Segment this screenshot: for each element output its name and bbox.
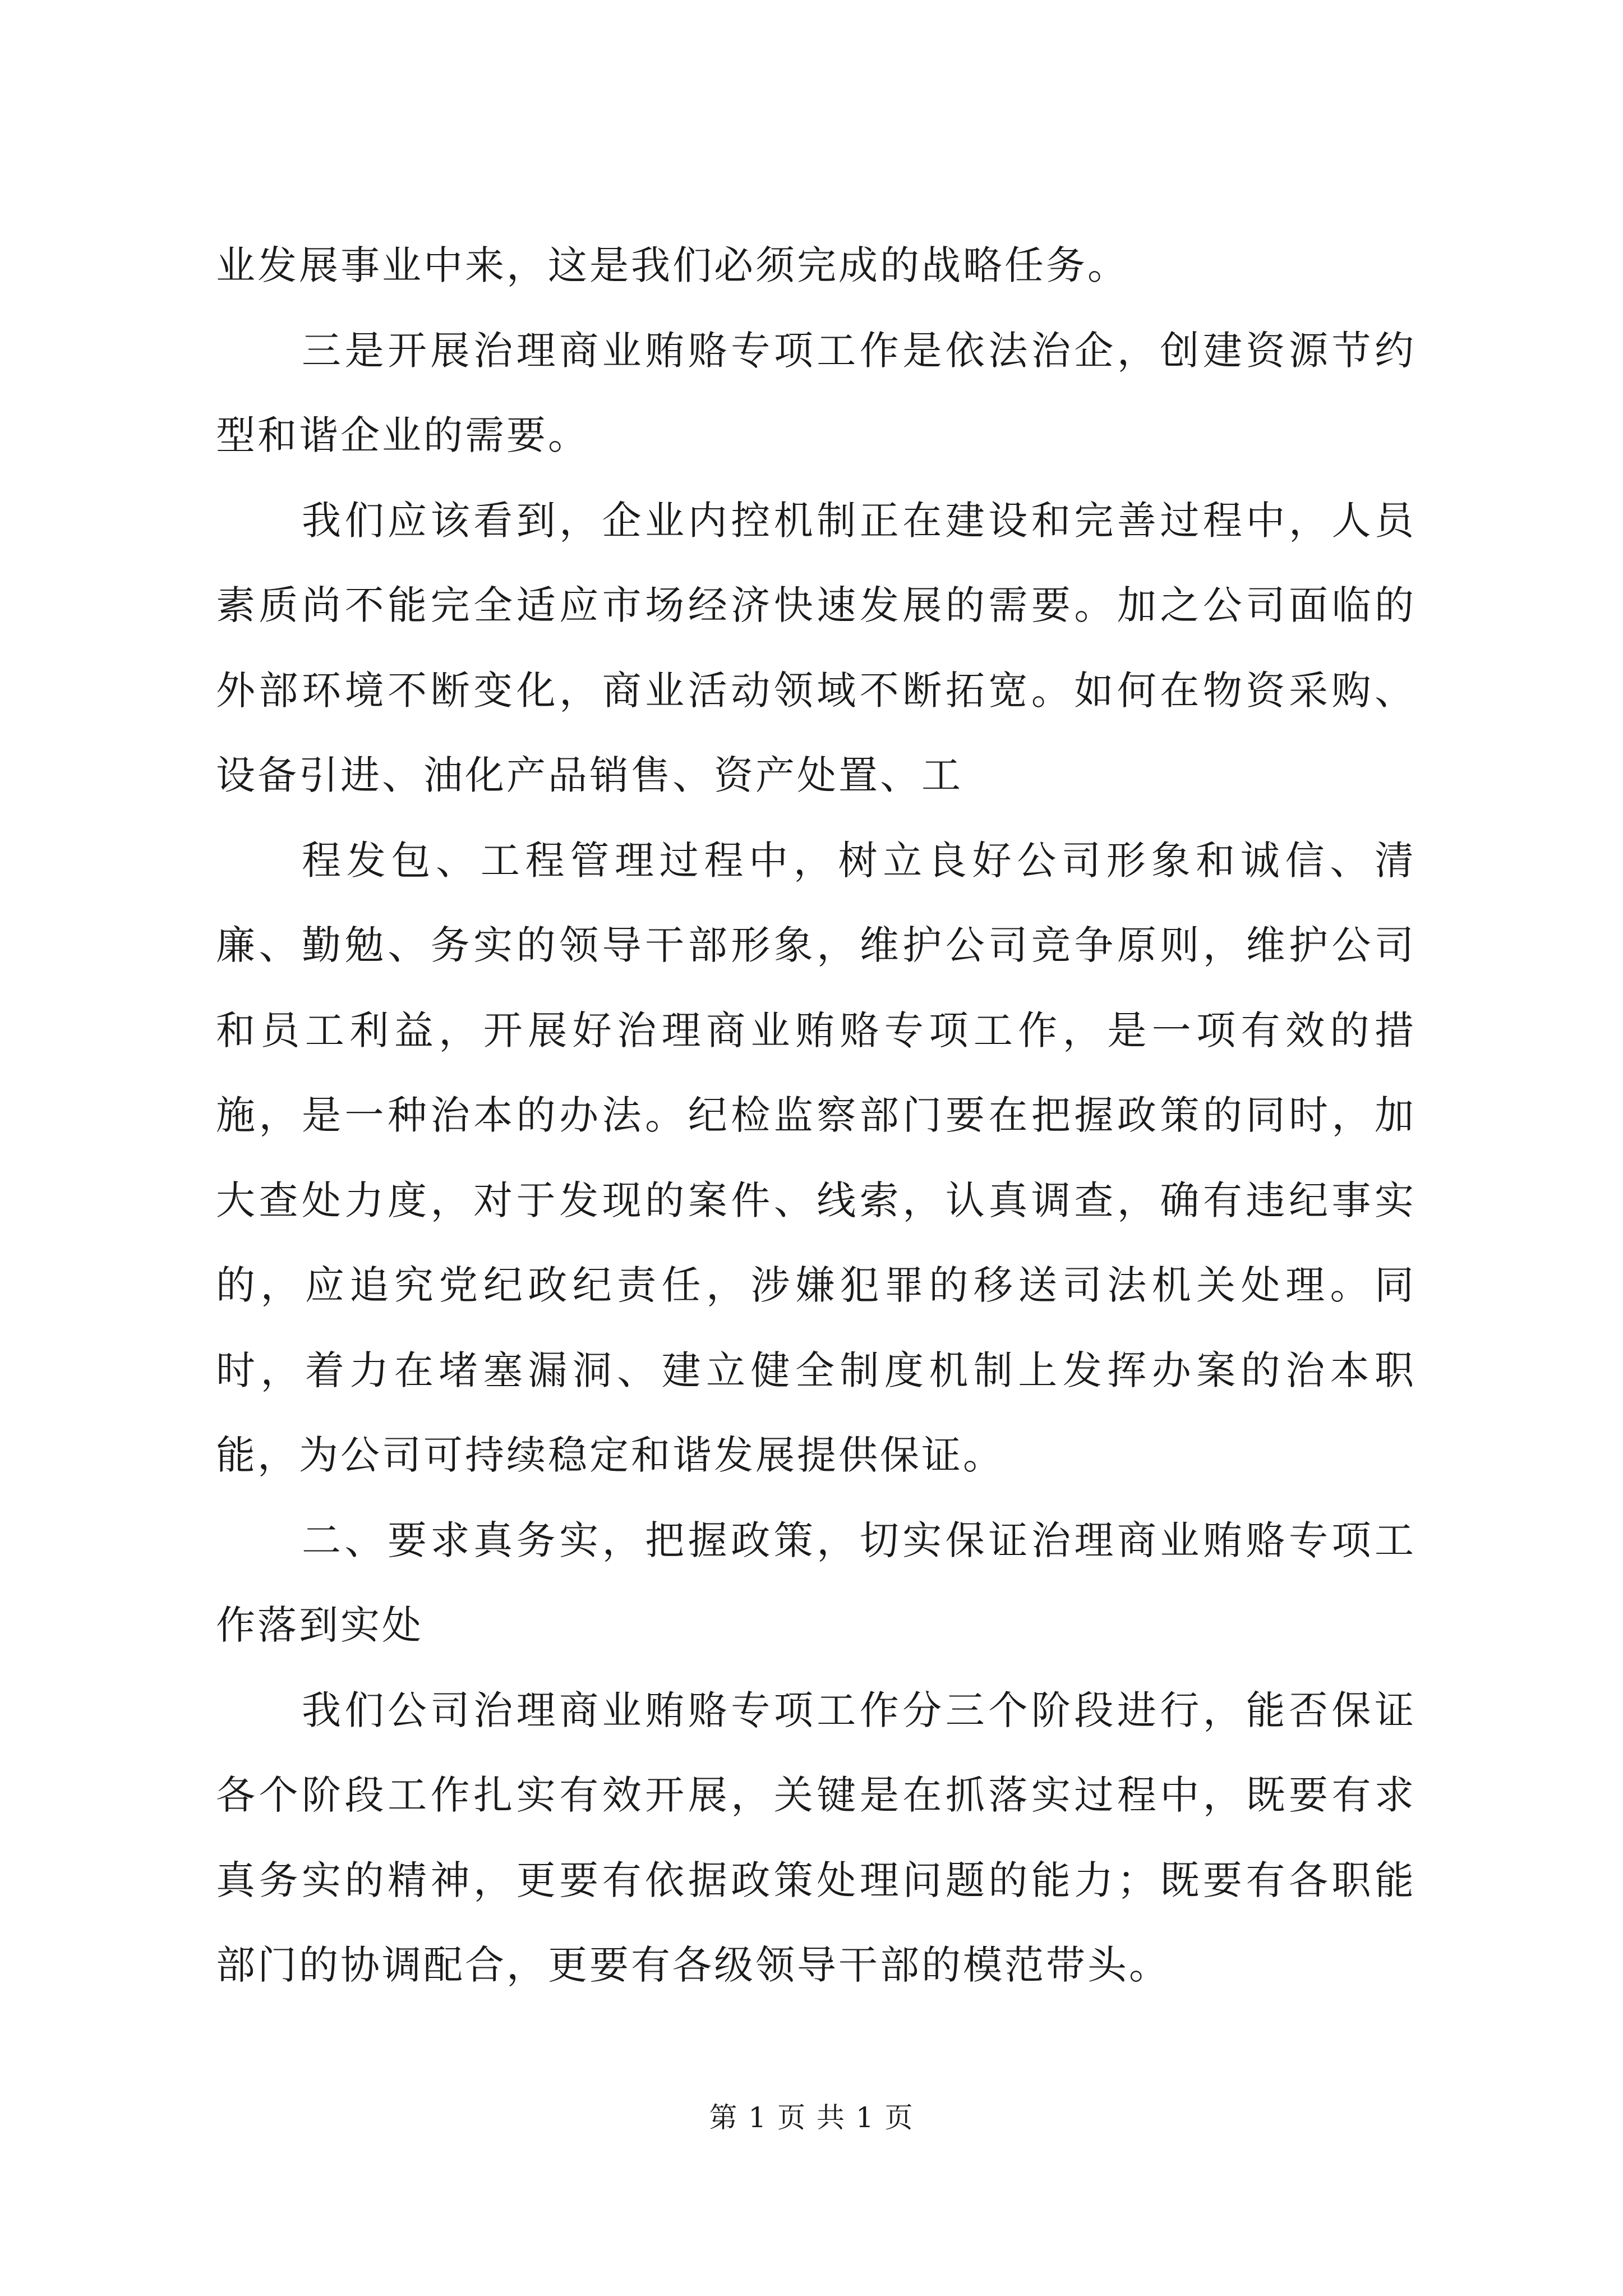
page-footer: 第 1 页 共 1 页 [709,2101,914,2134]
paragraph-1: 业发展事业中来，这是我们必须完成的战略任务。 [216,242,1129,288]
document-body [216,223,1416,2008]
paragraph-3: 我们应该看到，企业内控机制正在建设和完善过程中，人员素质尚不能完全适应市场经济快速发展的需要。加之公司面临的外部环境不断变化，商业活动领域不断拓宽。如何在物资采购、设备引进、油化产品销售、资产处置、工 [216,497,1416,798]
section-heading: 二、要求真务实，把握政策，切实保证治理商业贿赂专项工作落到实处 [216,1517,1416,1648]
paragraph-5: 我们公司治理商业贿赂专项工作分三个阶段进行，能否保证各个阶段工作扎实有效开展，关键是在抓落实过程中，既要有求真务实的精神，更要有依据政策处理问题的能力；既要有各职能部门的协调配合，更要有各级领导干部的模范带头。 [216,1687,1416,1988]
paragraph-2: 三是开展治理商业贿赂专项工作是依法治企，创建资源节约型和谐企业的需要。 [216,327,1416,458]
paragraph-4: 程发包、工程管理过程中，树立良好公司形象和诚信、清廉、勤勉、务实的领导干部形象，维护公司竞争原则，维护公司和员工利益，开展好治理商业贿赂专项工作，是一项有效的措施，是一种治本的办法。纪检监察部门要在把握政策的同时，加大查处力度，对于发现的案件、线索，认真调查，确有违纪事实的，应追究党纪政纪责任，涉嫌犯罪的移送司法机关处理。同时，着力在堵塞漏洞、建立健全制度机制上发挥办案的治本职能，为公司可持续稳定和谐发展提供保证。 [216,837,1416,1478]
